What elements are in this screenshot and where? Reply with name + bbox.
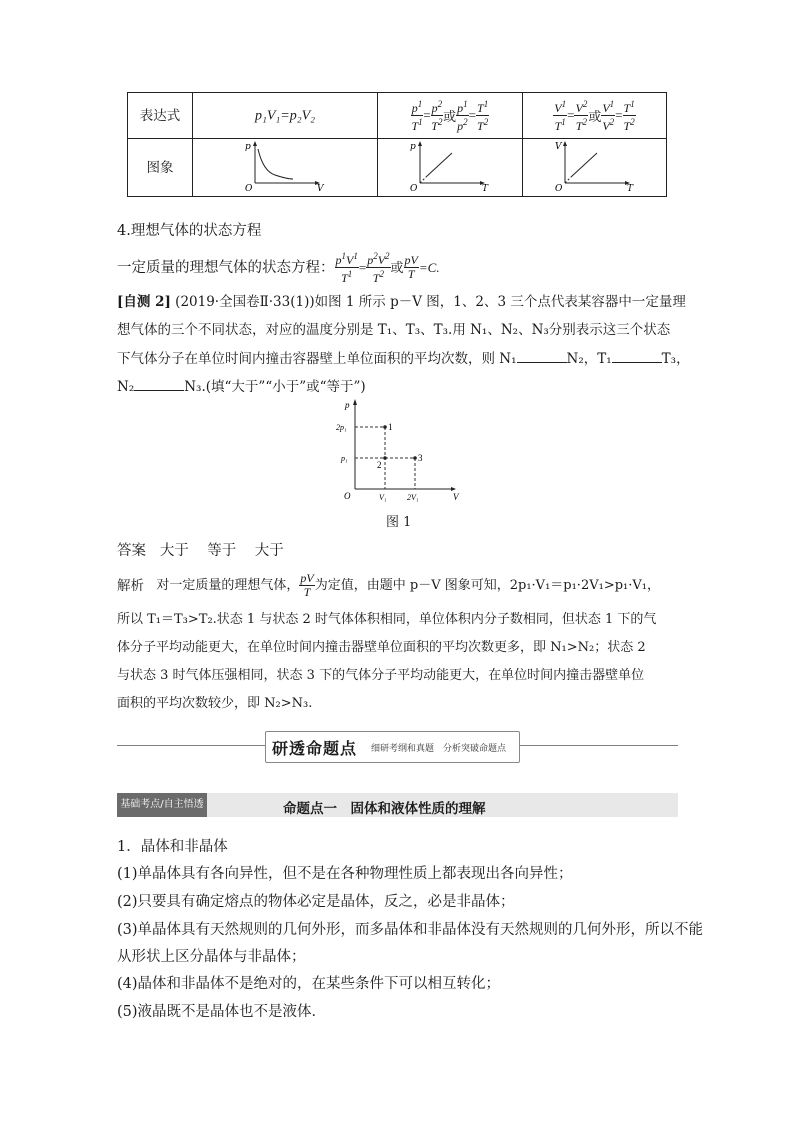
pv-hyperbola-graph (245, 141, 325, 191)
svg-text:V: V (453, 492, 459, 502)
section4-heading: 4.理想气体的状态方程 (117, 223, 262, 239)
state-equation: 一定质量的理想气体的状态方程： $\frac{p^1V^1}{T^1}$ = $\frac{p^2V^2}{T^2}$ 或 $\frac{pV}{T}$ =C. (117, 251, 440, 285)
svg-text:2V₁: 2V₁ (407, 493, 419, 502)
pt-line-graph (410, 141, 490, 191)
topic-tag: 基础考点/自主悟透 (117, 793, 207, 817)
gas-law-table (127, 92, 667, 197)
svg-text:T: T (626, 183, 633, 191)
content-item-3-cont: 从形状上区分晶体与非晶体； (117, 949, 306, 965)
expression-label: 表达式 (128, 93, 193, 139)
analysis-line3: 体分子平均动能更大，在单位时间内撞击器壁单位面积的平均次数更多，即 N₁>N₂；状态 2 (117, 640, 646, 655)
exercise-line1: [自测 2] (2019·全国卷Ⅱ·33(1))如图 1 所示 p－V 图，1、2、3 三个点代表某容器中一定量理 (117, 294, 686, 310)
state-point-1 (383, 425, 387, 429)
svg-text:V: V (554, 141, 561, 152)
content-item-2: (2)只要具有确定熔点的物体必定是晶体，反之，必是非晶体； (117, 894, 515, 910)
analysis-line5: 面积的平均次数较少，即 N₂>N₃. (117, 696, 313, 711)
state-point-3 (413, 456, 417, 460)
graph-label: 图象 (128, 139, 193, 197)
analysis-line2: 所以 T₁＝T₃>T₂.状态 1 与状态 2 时气体体积相同，单位体积内分子数相同，但状态 1 下的气 (117, 612, 657, 627)
pv-state-figure (335, 396, 465, 506)
svg-text:p₁: p₁ (341, 454, 348, 463)
gaylussac-graph (523, 139, 667, 197)
boyle-expression: p₁V₁=p₂V₂ (193, 93, 378, 139)
svg-text:p: p (410, 141, 416, 152)
analysis-line4: 与状态 3 时气体压强相同，状态 3 下的气体分子平均动能更大，在单位时间内撞击器壁单位 (117, 668, 645, 683)
svg-text:p: p (345, 400, 350, 410)
svg-text:V₁: V₁ (379, 493, 387, 502)
content-item-1: (1)单晶体具有各向异性，但不是在各种物理性质上都表现出各向异性； (117, 866, 573, 882)
exercise-line2: 想气体的三个不同状态，对应的温度分别是 T₁、T₃、T₃.用 N₁、N₂、N₃分别表示这三个状态 (117, 322, 671, 338)
svg-text:O: O (410, 183, 418, 191)
svg-text:O: O (344, 491, 351, 501)
svg-text:O: O (554, 183, 562, 191)
svg-text:1: 1 (388, 422, 393, 432)
svg-text:2: 2 (377, 460, 382, 470)
svg-text:T: T (482, 183, 489, 191)
charles-expression: $\frac{p^1}{T^1}$ = $\frac{p^2}{T^2}$ 或 $\frac{p^1}{p^2}$ = $\frac{T^1}{T^2}$ (378, 93, 523, 139)
exercise-line4: N₂ N₃.(填“大于”“小于”或“等于”) (117, 376, 366, 397)
gaylussac-expression: $\frac{V^1}{T^1}$ = $\frac{V^2}{T^2}$ 或 $\frac{V^1}{V^2}$ = $\frac{T^1}{T^2}$ (523, 93, 667, 139)
answer-line: 答案 大于 等于 大于 (117, 543, 284, 559)
content-item-3: (3)单晶体具有天然规则的几何外形，而多晶体和非晶体没有天然规则的几何外形，所以不能 (117, 922, 704, 938)
vt-line-graph (555, 141, 635, 191)
section-banner (265, 731, 520, 763)
content-heading: 1．晶体和非晶体 (117, 839, 228, 855)
banner-title: 研透命题点 (272, 738, 358, 758)
exercise-line3: 下气体分子在单位时间内撞击容器壁上单位面积的平均次数，则 N₁ N₂，T₁ T₃， (117, 348, 690, 369)
content-item-5: (5)液晶既不是晶体也不是液体． (117, 1004, 327, 1020)
state-point-2 (383, 456, 387, 460)
content-item-4: (4)晶体和非晶体不是绝对的，在某些条件下可以相互转化； (117, 976, 501, 992)
svg-text:3: 3 (418, 453, 423, 463)
svg-text:O: O (245, 183, 253, 191)
charles-graph (378, 139, 523, 197)
answer-blank-3[interactable] (134, 376, 184, 391)
banner-subtitle: 细研考纲和真题 分析突破命题点 (371, 743, 507, 754)
svg-text:p: p (245, 141, 251, 152)
answer-blank-1[interactable] (517, 348, 567, 363)
figure-caption: 图 1 (386, 515, 412, 530)
banner-rule-left (117, 745, 267, 746)
banner-rule-right (518, 745, 678, 746)
svg-text:2p₁: 2p₁ (336, 423, 347, 432)
answer-blank-2[interactable] (612, 348, 662, 363)
topic-title: 命题点一 固体和液体性质的理解 (283, 801, 486, 817)
svg-text:V: V (317, 183, 324, 191)
analysis-line1: 解析 对一定质量的理想气体， $\frac{pV}{T}$ 为定值，由题中 p－V 图象可知，2p₁·V₁＝p₁·2V₁>p₁·V₁， (117, 571, 660, 599)
boyle-graph (193, 139, 378, 197)
